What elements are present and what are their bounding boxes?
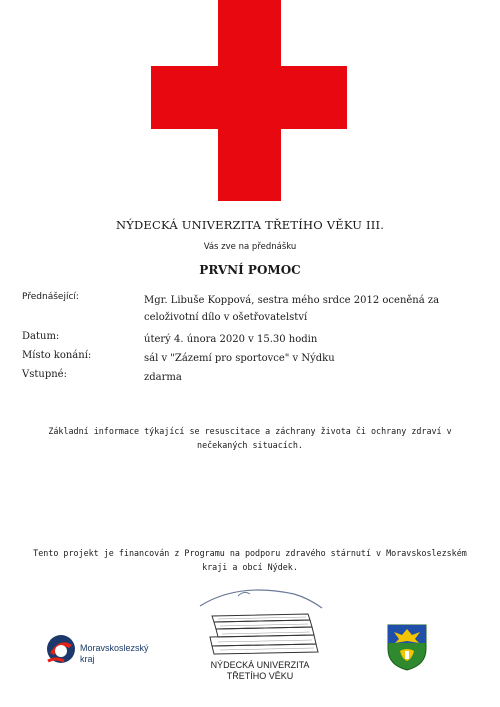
entry-value: zdarma — [144, 372, 182, 383]
university-logo-text — [190, 660, 330, 682]
region-logo-text — [80, 643, 149, 665]
lecturer-label: Přednášející: — [22, 292, 79, 302]
date-label: Datum: — [22, 331, 60, 342]
red-cross-horizontal — [151, 66, 347, 129]
funding-text: Tento projekt je financován z Programu na podporu zdravého stárnutí v Moravskoslezském kraji a obcí Nýdek. — [33, 548, 467, 572]
university-title: NÝDECKÁ UNIVERZITA TŘETÍHO VĚKU III. — [115, 218, 385, 232]
region-name: Moravskoslezský — [80, 643, 149, 653]
place-label: Místo konání: — [22, 350, 92, 361]
lecture-title: PRVNÍ POMOC — [199, 263, 301, 277]
info-text: Základní informace týkající se resuscitace a záchrany života či ochrany zdraví v nečekaných situacích. — [48, 426, 452, 450]
uni-logo-line1: NÝDECKÁ UNIVERZITA — [210, 660, 310, 670]
invite-text: Vás zve na přednášku — [203, 242, 297, 252]
lecturer-value: Mgr. Libuše Koppová, sestra mého srdce 2012 oceněná za celoživotní dílo v ošetřovatelství — [144, 295, 440, 323]
region-suffix: kraj — [80, 654, 95, 664]
entry-label: Vstupné: — [22, 369, 67, 380]
date-value: úterý 4. února 2020 v 15.30 hodin — [144, 334, 318, 345]
books-logo-icon — [198, 586, 328, 656]
uni-logo-line2: TŘETÍHO VĚKU — [226, 671, 294, 681]
place-value: sál v "Zázemí pro sportovce" v Nýdku — [144, 353, 335, 364]
coat-of-arms-icon — [386, 623, 428, 671]
